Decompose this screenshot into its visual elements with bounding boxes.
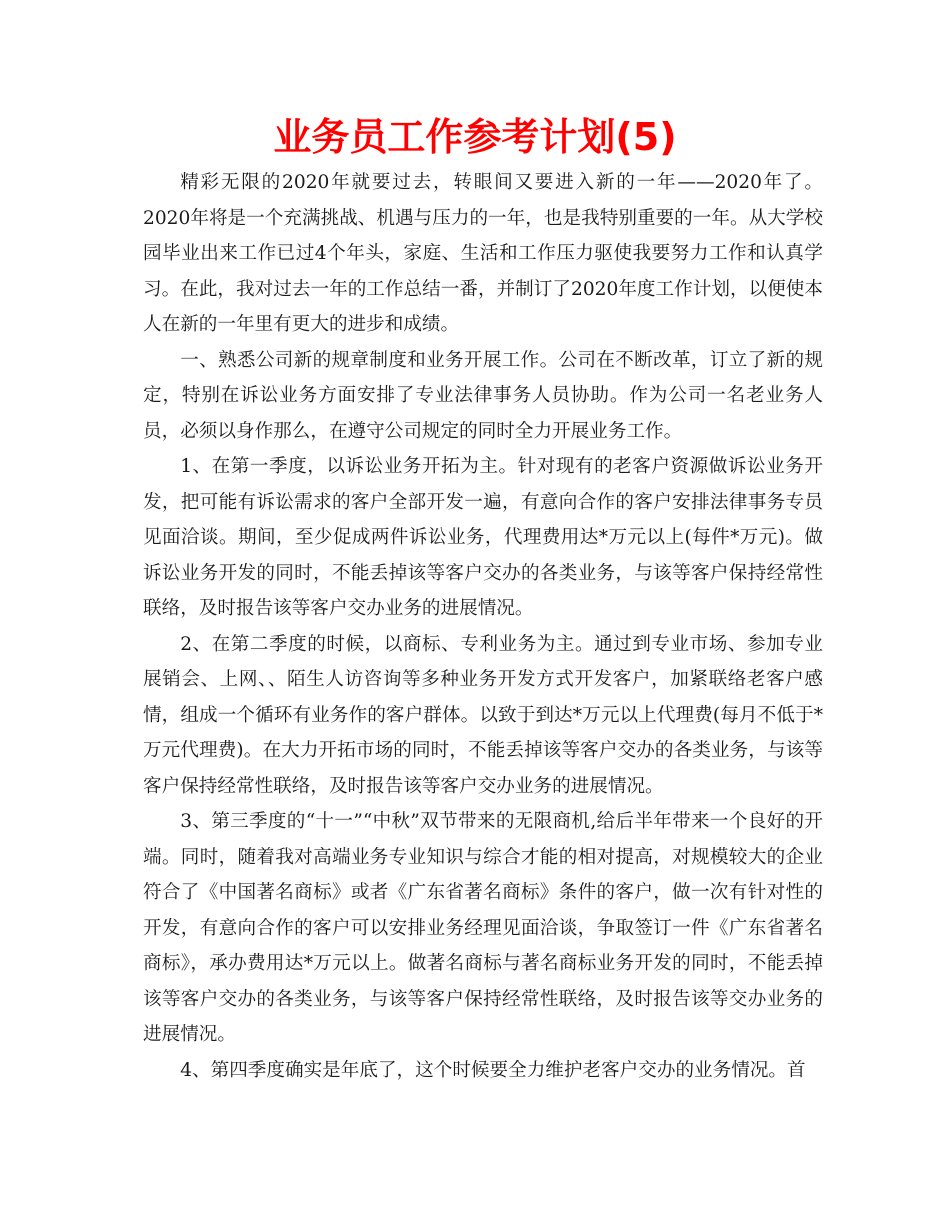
paragraph-q1: 1、在第一季度，以诉讼业务开拓为主。针对现有的老客户资源做诉讼业务开发，把可能有诉讼需求的客户全部开发一遍，有意向合作的客户安排法律事务专员见面洽谈。期间，至少促成两件诉讼业务，代理费用达*万元以上(每件*万元)。做诉讼业务开发的同时，不能丢掉该等客户交办的各类业务，与该等客户保持经常性联络，及时报告该等客户交办业务的进展情况。: [143, 456, 823, 619]
paragraph-q3: 3、第三季度的“十一”“中秋”双节带来的无限商机,给后半年带来一个良好的开端。同时，随着我对高端业务专业知识与综合才能的相对提高，对规模较大的企业符合了《中国著名商标》或者《广东省著名商标》条件的客户，做一次有针对性的开发，有意向合作的客户可以安排业务经理见面洽谈，争取签订一件《广东省著名商标》，承办费用达*万元以上。做著名商标与著名商标业务开发的同时，不能丢掉该等客户交办的各类业务，与该等客户保持经常性联络，及时报告该等交办业务的进展情况。: [143, 811, 823, 1045]
document-title: 业务员工作参考计划(5): [273, 115, 677, 159]
document-body: [143, 165, 823, 1088]
paragraph-q2: 2、在第二季度的时候，以商标、专利业务为主。通过到专业市场、参加专业展销会、上网、、陌生人访咨询等多种业务开发方式开发客户，加紧联络老客户感情，组成一个循环有业务作的客户群体。以致于到达*万元以上代理费(每月不低于*万元代理费)。在大力开拓市场的同时，不能丢掉该等客户交办的各类业务，与该等客户保持经常性联络，及时报告该等客户交办业务的进展情况。: [143, 633, 823, 797]
paragraph-intro: 精彩无限的2020年就要过去，转眼间又要进入新的一年——2020年了。2020年将是一个充满挑战、机遇与压力的一年，也是我特别重要的一年。从大学校园毕业出来工作已过4个年头，家庭、生活和工作压力驱使我要努力工作和认真学习。在此，我对过去一年的工作总结一番，并制订了2020年度工作计划，以便使本人在新的一年里有更大的进步和成绩。: [143, 172, 823, 335]
paragraph-q4: 4、第四季度确实是年底了，这个时候要全力维护老客户交办的业务情况。首: [180, 1059, 806, 1081]
paragraph-section-1: 一、熟悉公司新的规章制度和业务开展工作。公司在不断改革，订立了新的规定，特别在诉讼业务方面安排了专业法律事务人员协助。作为公司一名老业务人员，必须以身作那么，在遵守公司规定的同时全力开展业务工作。: [143, 349, 823, 442]
